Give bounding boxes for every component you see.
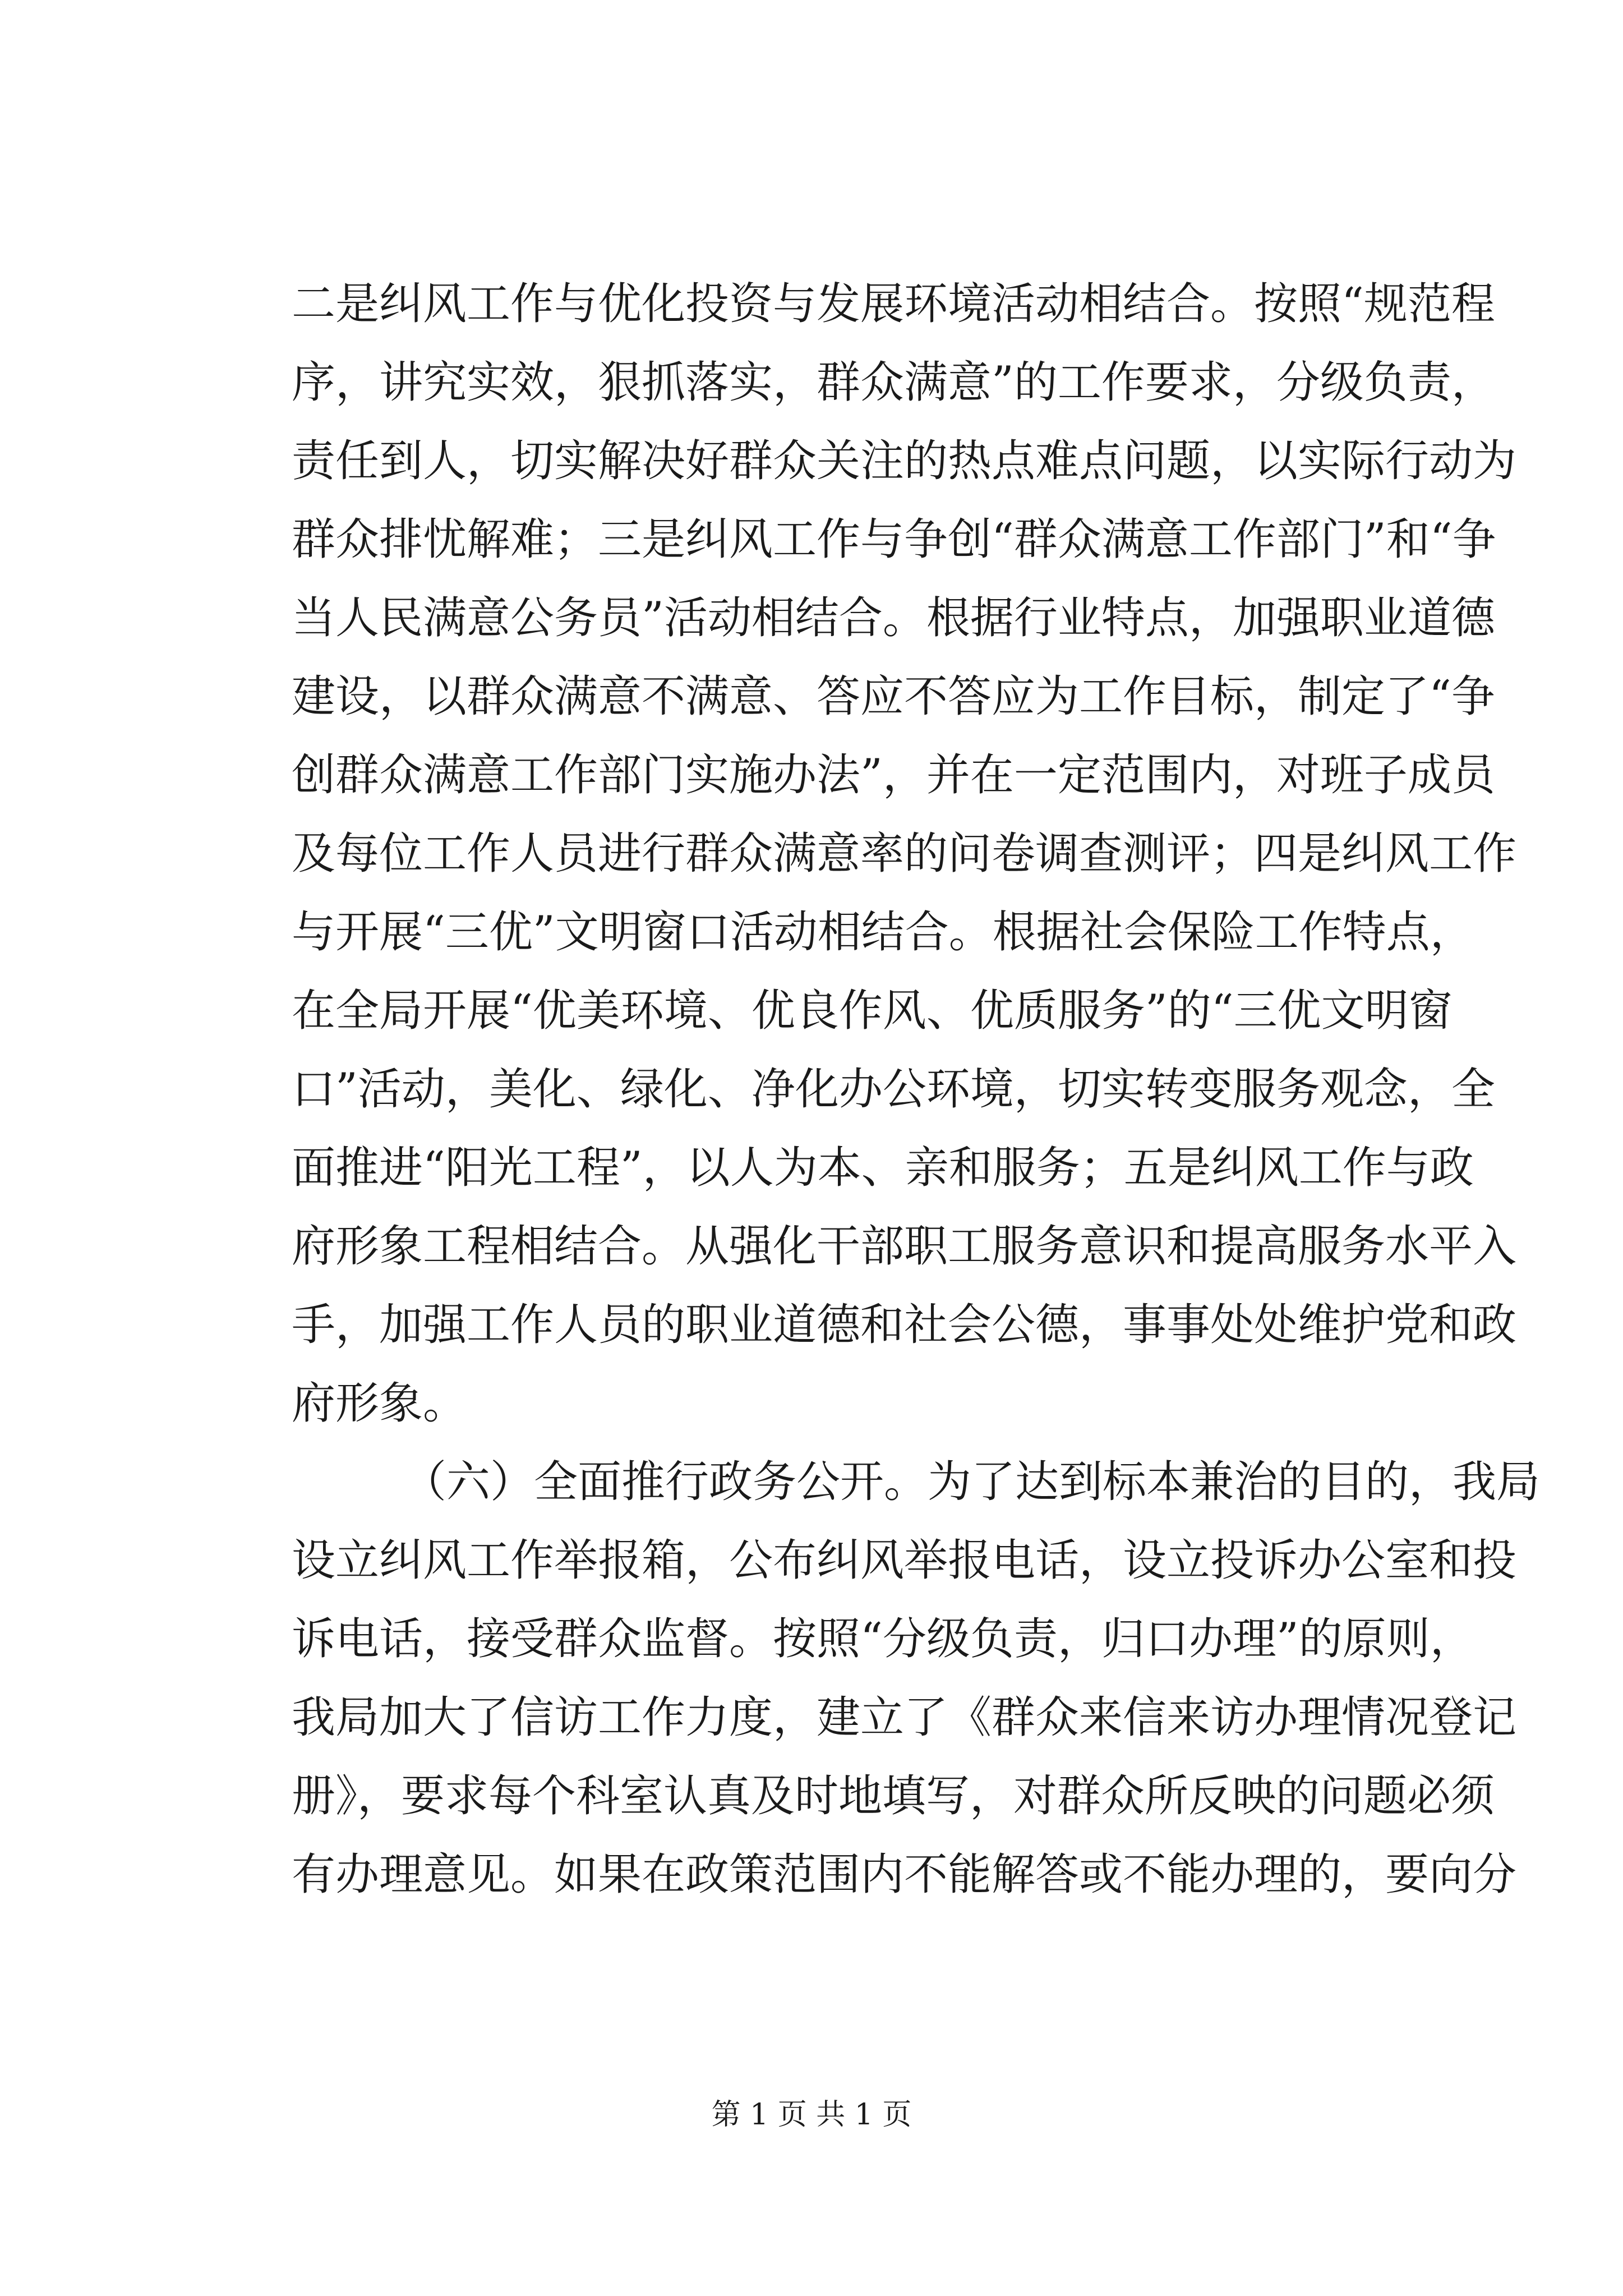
page-number-label: 第 1 页 共 1 页 — [711, 2098, 912, 2132]
text-line-5: 当人民满意公务员”活动相结合。根据行业特点，加强职业道德 — [292, 593, 1495, 643]
text-line-17: 设立纠风工作举报箱，公布纠风举报电话，设立投诉办公室和投 — [292, 1535, 1517, 1586]
text-line-1: 二是纠风工作与优化投资与发展环境活动相结合。按照“规范程 — [292, 279, 1495, 329]
text-line-19: 我局加大了信访工作力度，建立了《群众来信来访办理情况登记 — [292, 1692, 1517, 1743]
text-line-14: 手，加强工作人员的职业道德和社会公德，事事处处维护党和政 — [292, 1300, 1517, 1350]
text-line-21: 有办理意见。如果在政策范围内不能解答或不能办理的，要向分 — [292, 1849, 1517, 1900]
text-line-3: 责任到人，切实解决好群众关注的热点难点问题，以实际行动为 — [292, 436, 1517, 486]
body-text — [292, 265, 1541, 1914]
text-line-6: 建设，以群众满意不满意、答应不答应为工作目标，制定了“争 — [292, 671, 1495, 722]
text-line-9: 与开展“三优”文明窗口活动相结合。根据社会保险工作特点， — [292, 907, 1474, 958]
text-line-16: （六）全面推行政务公开。为了达到标本兼治的目的，我局 — [403, 1457, 1541, 1507]
text-line-8: 及每位工作人员进行群众满意率的问卷调查测评；四是纠风工作 — [292, 829, 1517, 879]
text-line-4: 群众排忧解难；三是纠风工作与争创“群众满意工作部门”和“争 — [292, 514, 1496, 565]
text-line-10: 在全局开展“优美环境、优良作风、优质服务”的“三优文明窗 — [292, 986, 1453, 1036]
text-line-20: 册》，要求每个科室认真及时地填写，对群众所反映的问题必须 — [292, 1771, 1495, 1821]
text-line-11: 口”活动，美化、绿化、净化办公环境，切实转变服务观念，全 — [292, 1064, 1495, 1115]
text-line-15: 府形象。 — [292, 1378, 467, 1429]
text-line-12: 面推进“阳光工程”，以人为本、亲和服务；五是纠风工作与政 — [292, 1143, 1474, 1193]
text-line-2: 序，讲究实效，狠抓落实，群众满意”的工作要求，分级负责， — [292, 357, 1495, 408]
text-line-7: 创群众满意工作部门实施办法”，并在一定范围内，对班子成员 — [292, 750, 1495, 800]
text-line-18: 诉电话，接受群众监督。按照“分级负责，归口办理”的原则， — [292, 1614, 1474, 1664]
text-line-13: 府形象工程相结合。从强化干部职工服务意识和提高服务水平入 — [292, 1221, 1517, 1272]
page-footer — [0, 2095, 1623, 2134]
